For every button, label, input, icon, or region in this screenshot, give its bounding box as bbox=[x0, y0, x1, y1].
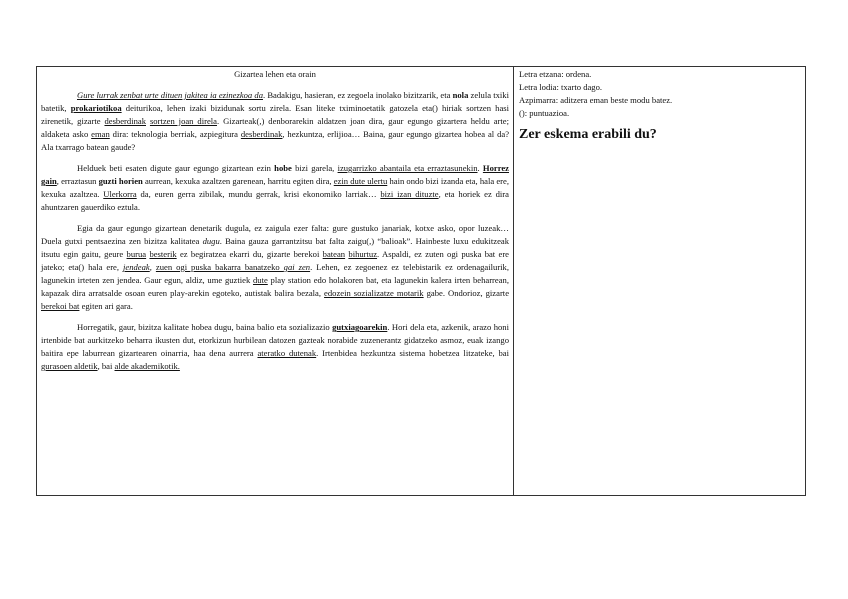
text-run: bihurtuz bbox=[348, 249, 378, 259]
text-run: Egia da gaur egungo gizartean denetarik dugula, ez zaigula ezer falta: gure gustuko janariak, kotxe asko, opor luzeak… Duela gutxi pentsaezina zen bizitza kalitatea bbox=[41, 223, 509, 246]
essay-paragraph-1 bbox=[41, 89, 509, 154]
text-run: . Irtenbidea hezkuntza sistema hobetzea litzateke, bai bbox=[316, 348, 510, 358]
text-run: gabe. Ondorioz, gizarte bbox=[423, 288, 510, 298]
text-run: desberdinak bbox=[104, 116, 146, 126]
essay-paragraph-2 bbox=[41, 162, 509, 214]
text-run: . Badakigu, hasieran, ez zegoela inolako bizitzarik, eta bbox=[263, 90, 453, 100]
text-run: hobe bbox=[274, 163, 292, 173]
text-run: gutxiagoarekin bbox=[332, 322, 388, 332]
text-run: nola bbox=[452, 90, 469, 100]
text-run: Helduek beti esaten digute gaur egungo gizartean ezin bbox=[77, 163, 275, 173]
note-punctuation-legend: (): puntuazioa. bbox=[519, 108, 570, 118]
text-run: ateratko dutenak bbox=[257, 348, 317, 358]
text-run: besterik bbox=[149, 249, 177, 259]
text-run: da, euren gerra zibilak, mundu gerrak, krisi ekonomiko larriak… bbox=[136, 189, 381, 199]
text-run: , bbox=[149, 262, 156, 272]
text-run: burua bbox=[126, 249, 147, 259]
text-run: gai zen bbox=[283, 262, 311, 272]
text-run: izugarrizko abantaila eta erraztasunekin bbox=[337, 163, 478, 173]
text-run: Horregatik, gaur, bizitza kalitate hobea dugu, baina balio eta sozializazio bbox=[77, 322, 333, 332]
text-run: ezin dute ulertu bbox=[333, 176, 388, 186]
text-run: play station edo holakoren bat, eta lagunekin kalera irten beharrean, kapazak dira arratsalde osoan euren play-arekin egoteko, autistak balira bezala, bbox=[41, 275, 509, 298]
text-run: . Aspaldi, ez zuten ogi puska bat ere jateko; eta() hala ere, bbox=[41, 249, 509, 272]
text-run: prokariotikoa bbox=[70, 103, 122, 113]
text-run: gurasoen aldetik bbox=[41, 361, 98, 371]
text-run: jendeak bbox=[123, 262, 150, 272]
column-divider bbox=[513, 67, 514, 495]
note-italic-legend: Letra etzana: ordena. bbox=[519, 69, 592, 79]
essay-paragraph-3 bbox=[41, 222, 509, 313]
text-run: eman bbox=[91, 129, 110, 139]
text-run: sortzen joan direla bbox=[149, 116, 217, 126]
text-run: edozein sozializatze motarik bbox=[324, 288, 424, 298]
notes-column bbox=[519, 68, 801, 144]
text-run: , erraztasun bbox=[56, 176, 99, 186]
text-run: . Gizarteak(,) denborarekin aldatzen joan dira, gaur egungo gizartera heldu arte; aldaketa asko bbox=[41, 116, 509, 139]
essay-column bbox=[41, 68, 509, 381]
text-run: Gure lurrak zenbat urte dituen jakitea ia ezinezkoa da bbox=[77, 90, 263, 100]
text-run: guzti horien bbox=[98, 176, 143, 186]
text-run: bizi garela, bbox=[291, 163, 338, 173]
text-run: ez begiratzea ekarri du, gizarte berekoi bbox=[176, 249, 323, 259]
text-run: , hezkuntza, erlijioa… Baina, gaur egungo gizartea hobea al da? Ala txarrago batean gaude? bbox=[41, 129, 510, 152]
text-run: bizi izan dituzte bbox=[380, 189, 439, 199]
text-run: egiten ari gara. bbox=[79, 301, 133, 311]
review-question: Zer eskema erabili du? bbox=[519, 127, 657, 142]
text-run: . Baina gauza garrantzitsu bat falta zaigu(,) “balioak”. Hainbeste luxu edukitzeak itsutu egin gaitu, geure bbox=[41, 236, 509, 259]
text-run: batean bbox=[322, 249, 346, 259]
text-run: dira: teknologia berriak, azpiegitura bbox=[109, 129, 241, 139]
document-table bbox=[36, 66, 806, 496]
note-underline-legend: Azpimarra: aditzera eman beste modu batez. bbox=[519, 95, 673, 105]
text-run: berekoi bat bbox=[41, 301, 80, 311]
text-run: alde akademikotik. bbox=[114, 361, 180, 371]
text-run: Ulerkorra bbox=[103, 189, 137, 199]
text-run: . Hori dela eta, azkenik, arazo honi irtenbide bat aurkitzeko beharra ikusten dut, etorkizun hurbilean datozen gazteak norabide zuzenerantz gidatzeko asmoz, euak izango baitira epe laburrean gizartearen oinarria, haa dena aurrera bbox=[41, 322, 509, 358]
essay-title: Gizartea lehen eta orain bbox=[234, 69, 316, 79]
text-run: deiturikoa, lehen izaki bizidunak sortu zirela. Esan liteke tximinoetatik gatozela eta() hiriak sortzen hasi zirenetik, gizarte bbox=[41, 103, 509, 126]
text-run: . bbox=[477, 163, 483, 173]
essay-paragraph-4 bbox=[41, 321, 509, 373]
text-run: , eta horiek ez dira ahuntzaren gauerdiko eztula. bbox=[41, 189, 509, 212]
text-run: aurrean, kexuka azaltzen garenean, harritu egiten dira, bbox=[142, 176, 334, 186]
text-run: desberdinak bbox=[240, 129, 283, 139]
text-run: dugu bbox=[202, 236, 220, 246]
text-run: zelula txiki batetik, bbox=[41, 90, 509, 113]
text-run: hain ondo bizi izanda eta, hala ere, kexuka azaltzea. bbox=[41, 176, 509, 199]
text-run: , bai bbox=[97, 361, 115, 371]
text-run: dute bbox=[252, 275, 268, 285]
text-run: . Lehen, ez zegoenez ez telebistarik ez ordenagailurik, lagunekin irteten zen jendea. Gaur egun, aldiz, ume guztiek bbox=[41, 262, 510, 285]
text-run: Horrez gain bbox=[41, 163, 509, 186]
note-bold-legend: Letra lodia: txarto dago. bbox=[519, 82, 603, 92]
text-run: zuen ogi puska bakarra banatzeko bbox=[155, 262, 284, 272]
